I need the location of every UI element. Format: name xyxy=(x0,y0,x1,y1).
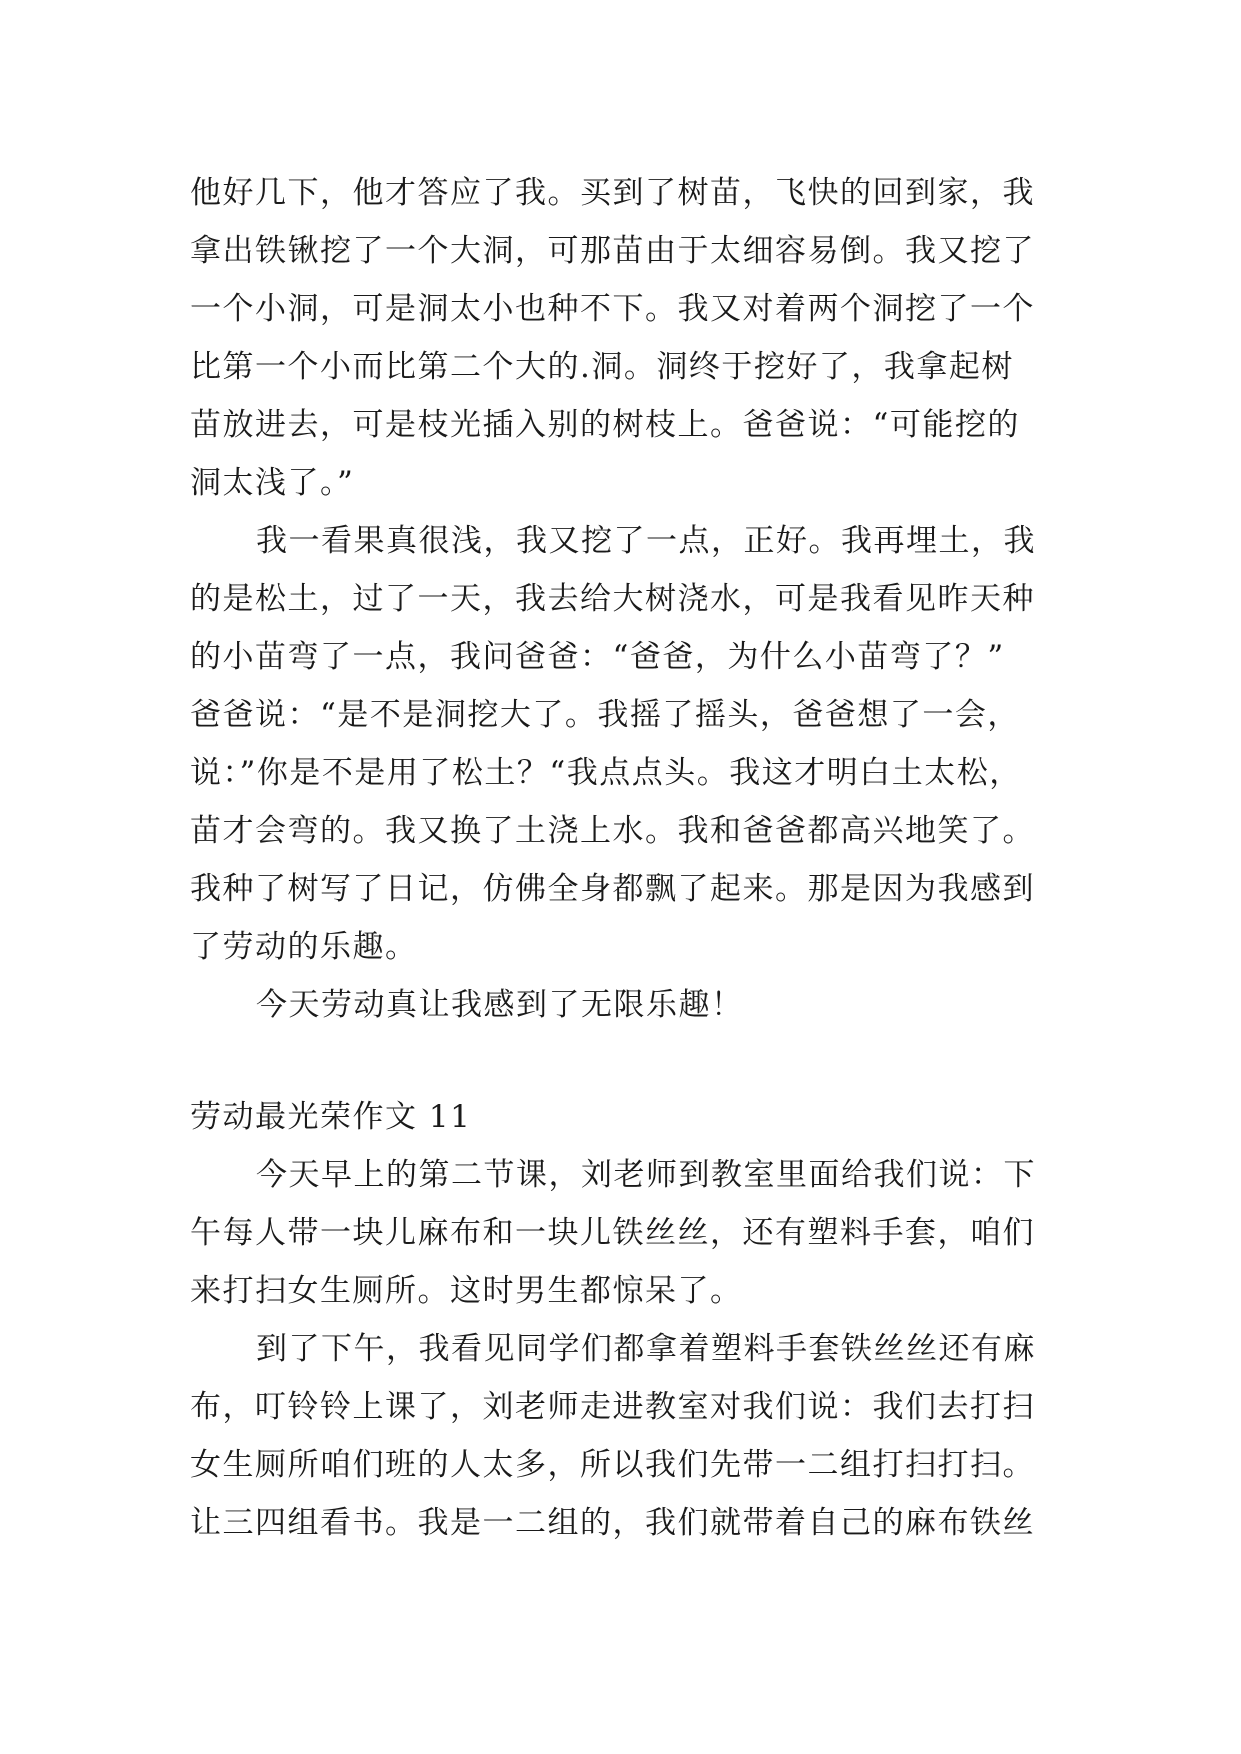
text-line: 拿出铁锹挖了一个大洞，可那苗由于太细容易倒。我又挖了 xyxy=(190,233,1035,269)
text-line: 比第一个小而比第二个大的.洞。洞终于挖好了，我拿起树 xyxy=(190,349,1014,385)
text-line: 午每人带一块儿麻布和一块儿铁丝丝，还有塑料手套，咱们 xyxy=(190,1215,1035,1251)
text-line: 苗才会弯的。我又换了土浇上水。我和爸爸都高兴地笑了。 xyxy=(190,813,1035,849)
text-line: 了劳动的乐趣。 xyxy=(190,929,418,965)
text-line: 的小苗弯了一点，我问爸爸：“爸爸，为什么小苗弯了？” xyxy=(190,639,1005,675)
paragraph xyxy=(190,1146,1050,1320)
paragraph xyxy=(190,1320,1050,1552)
text-line: 我种了树写了日记，仿佛全身都飘了起来。那是因为我感到 xyxy=(190,871,1035,907)
text-line: 说：”你是不是用了松土？“我点点头。我这才明白土太松， xyxy=(190,755,1022,791)
text-line: 布，叮铃铃上课了，刘老师走进教室对我们说：我们去打扫 xyxy=(190,1389,1035,1425)
paragraph xyxy=(190,976,1050,1034)
text-line: 我一看果真很浅，我又挖了一点，正好。我再埋土，我 xyxy=(256,523,1036,559)
text-line: 让三四组看书。我是一二组的，我们就带着自己的麻布铁丝 xyxy=(190,1505,1035,1541)
text-line: 今天劳动真让我感到了无限乐趣！ xyxy=(256,987,744,1023)
text-line: 来打扫女生厕所。这时男生都惊呆了。 xyxy=(190,1273,743,1309)
text-line: 苗放进去，可是枝光插入别的树枝上。爸爸说：“可能挖的 xyxy=(190,407,1020,443)
section-gap xyxy=(190,1034,1050,1088)
text-line: 到了下午，我看见同学们都拿着塑料手套铁丝丝还有麻 xyxy=(256,1331,1036,1367)
text-line: 女生厕所咱们班的人太多，所以我们先带一二组打扫打扫。 xyxy=(190,1447,1035,1483)
text-line: 爸爸说：“是不是洞挖大了。我摇了摇头，爸爸想了一会， xyxy=(190,697,1020,733)
text-line: 一个小洞，可是洞太小也种不下。我又对着两个洞挖了一个 xyxy=(190,291,1035,327)
paragraph xyxy=(190,164,1050,512)
paragraph xyxy=(190,512,1050,976)
text-line: 今天早上的第二节课，刘老师到教室里面给我们说：下 xyxy=(256,1157,1036,1193)
document-body xyxy=(190,164,1050,1552)
text-line: 洞太浅了。” xyxy=(190,465,355,501)
text-line: 他好几下，他才答应了我。买到了树苗，飞快的回到家，我 xyxy=(190,175,1035,211)
section-title: 劳动最光荣作文 11 xyxy=(190,1099,472,1135)
text-line: 的是松土，过了一天，我去给大树浇水，可是我看见昨天种 xyxy=(190,581,1035,617)
